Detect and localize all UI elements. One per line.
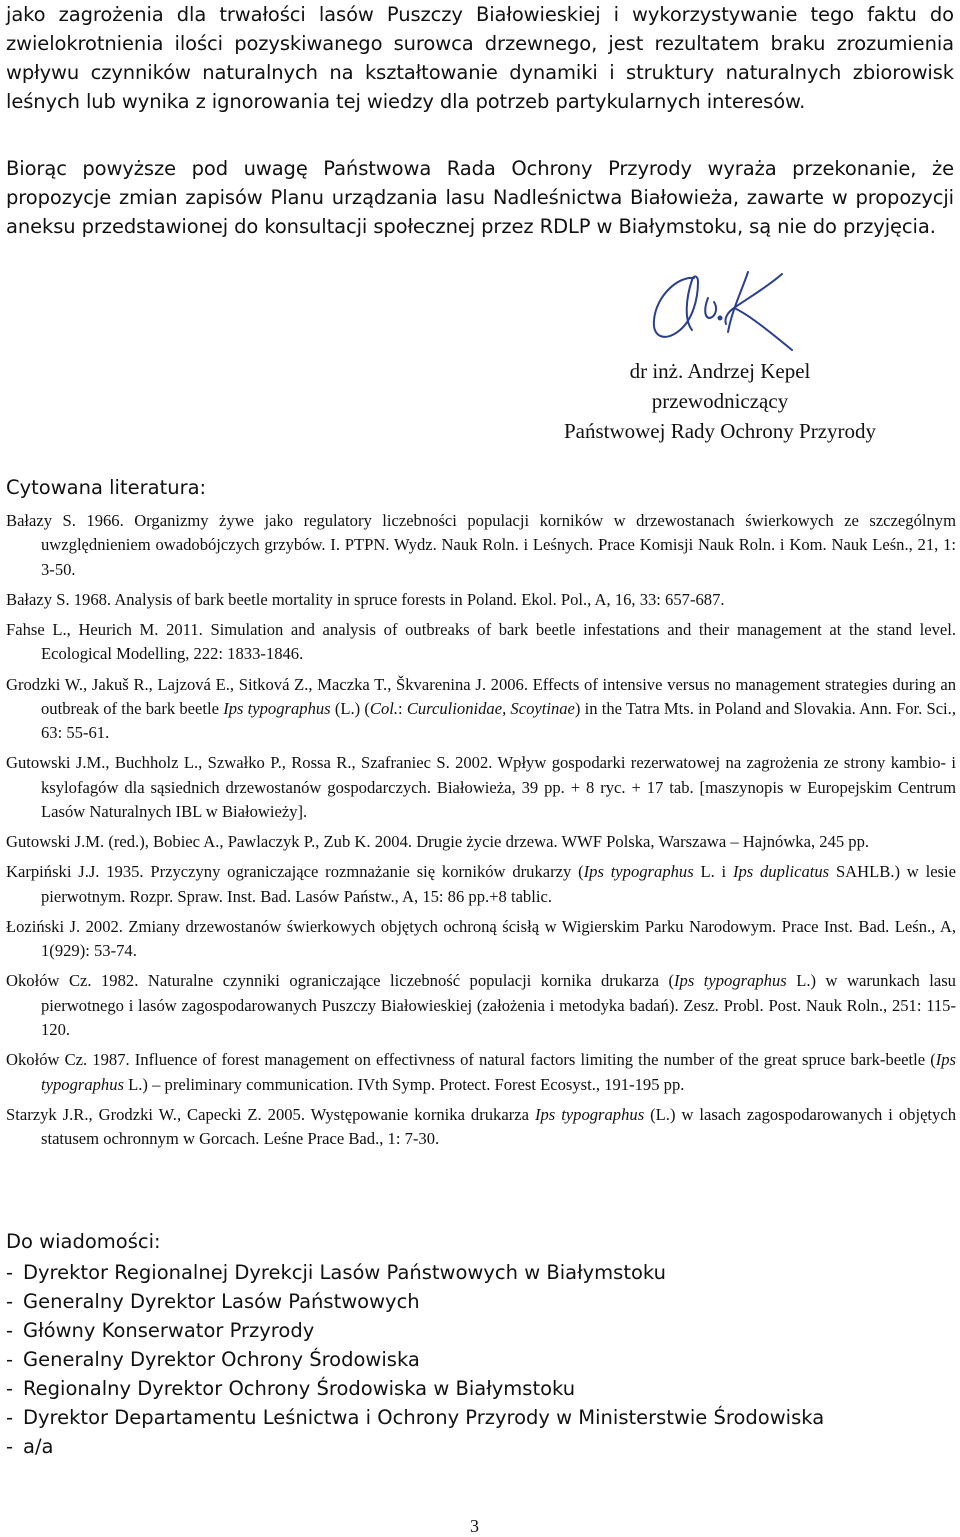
reference-text: Grodzki W., Jakuš R., Lajzová E., Sitková Z., Maczka T., Škvarenina J. 2006. Effects of intensive versus no management strategies during an outbreak of the bark beetle (6, 674, 956, 718)
reference-text: SAHLB.) w lesie pierwotnym. Rozpr. Spraw. Inst. Bad. Lasów Państw., A, 15: 86 pp.+8 tablic. (41, 862, 956, 906)
reference-item (6, 509, 956, 582)
reference-item (6, 830, 956, 854)
reference-text: Łoziński J. 2002. Zmiany drzewostanów świerkowych objętych ochroną ścisłą w Wigierskim Parku Narodowym. Prace Inst. Bad. Leśn., A, 1(929): 53-74. (6, 916, 956, 961)
distribution-item (6, 1374, 824, 1403)
distribution-item-text: a/a (23, 1435, 54, 1458)
reference-text: Okołów Cz. 1982. Naturalne czynniki ograniczające liczebność populacji kornika drukarza ( (6, 971, 674, 991)
body-paragraph: jako zagrożenia dla trwałości lasów Puszczy Białowieskiej i wykorzystywanie tego faktu do zwielokrotnienia ilości pozyskiwanego surowca drzewnego, jest rezultatem braku zrozumienia wpływu czynników naturalnych na kształtowanie dynamiki i struktury naturalnych zbiorowisk leśnych lub wynika z ignorowania tej wiedzy dla potrzeb partykularnych interesów. (6, 3, 954, 113)
reference-item (6, 751, 956, 824)
reference-text: Karpiński J.J. 1935. Przyczyny ograniczające rozmnażanie się korników drukarzy ( (6, 862, 584, 882)
list-dash: - (6, 1435, 14, 1458)
reference-text: (L.) ( (330, 698, 370, 718)
reference-text: L.) – preliminary communication. IVth Symp. Protect. Forest Ecosyst., 191-195 pp. (123, 1074, 685, 1094)
reference-item (6, 915, 956, 964)
signatory-name: dr inż. Andrzej Kepel (629, 359, 811, 383)
distribution-item-text: Główny Konserwator Przyrody (23, 1319, 315, 1342)
handwritten-signature (648, 268, 798, 358)
reference-text: L.) w warunkach lasu pierwotnego i lasów zagospodarowanych Puszczy Białowieskiej (założenia i metodyka badań). Zesz. Probl. Post. Nauk Roln., 251: 115-120. (41, 971, 956, 1040)
list-dash: - (6, 1290, 14, 1313)
reference-text: Fahse L., Heurich M. 2011. Simulation and analysis of outbreaks of bark beetle infestations and their management at the stand level. Ecological Modelling, 222: 1833-1846. (6, 620, 956, 664)
distribution-item (6, 1287, 824, 1316)
reference-text: : (398, 698, 407, 718)
reference-text: Starzyk J.R., Grodzki W., Capecki Z. 2005. Występowanie kornika drukarza (6, 1104, 535, 1124)
reference-italic-text: Ips typographus (223, 698, 331, 718)
reference-text: ) in the Tatra Mts. in Poland and Slovakia. Ann. For. Sci., 63: 55-61. (41, 698, 956, 743)
reference-item (6, 969, 956, 1042)
reference-text: Okołów Cz. 1987. Influence of forest management on effectivness of natural factors limiting the number of the great spruce bark-beetle ( (6, 1050, 936, 1070)
reference-item (6, 673, 956, 746)
page-number: 3 (470, 1516, 479, 1536)
distribution-item (6, 1403, 824, 1432)
reference-text: Gutowski J.M. (red.), Bobiec A., Pawlaczyk P., Zub K. 2004. Drugie życie drzewa. WWF Polska, Warszawa – Hajnówka, 245 pp. (6, 832, 870, 852)
list-dash: - (6, 1377, 14, 1400)
reference-text: (L.) w lasach zagospodarowanych i objętych statusem ochronnym w Gorcach. Leśne Prace Bad., 1: 7-30. (41, 1104, 957, 1149)
distribution-item-text: Dyrektor Departamentu Leśnictwa i Ochrony Przyrody w Ministerstwie Środowiska (23, 1406, 825, 1429)
reference-italic-text: Col. (369, 698, 398, 718)
distribution-item-text: Generalny Dyrektor Lasów Państwowych (23, 1290, 420, 1313)
reference-italic-text: Ips duplicatus (732, 862, 830, 882)
reference-item (6, 1048, 956, 1097)
distribution-heading: Do wiadomości: (6, 1230, 161, 1253)
distribution-item (6, 1258, 824, 1287)
signatory-role: przewodniczący (651, 389, 789, 413)
reference-text: L. i (693, 862, 733, 882)
literature-heading: Cytowana literatura: (6, 476, 207, 499)
signature-block (520, 356, 920, 446)
reference-item (6, 860, 956, 909)
reference-text: Gutowski J.M., Buchholz L., Szwałko P., Rossa R., Szafraniec S. 2002. Wpływ gospodarki rezerwatowej na zagrożenia ze strony kambio- i ksylofagów dla sąsiednich drzewostanów gospodarczych. Białowieża, 39 pp. + 8 ryc. + 17 tab. [maszynopis w Europejskim Centrum Lasów Naturalnych IBL w Białowieży]. (6, 753, 956, 822)
distribution-item (6, 1345, 824, 1374)
distribution-item-text: Regionalny Dyrektor Ochrony Środowiska w Białymstoku (23, 1377, 576, 1400)
list-dash: - (6, 1406, 14, 1429)
reference-italic-text: Ips typographus (41, 1050, 956, 1094)
list-dash: - (6, 1261, 14, 1284)
distribution-item-text: Dyrektor Regionalnej Dyrekcji Lasów Państwowych w Białymstoku (23, 1261, 666, 1284)
list-dash: - (6, 1319, 14, 1342)
body-paragraph: Biorąc powyższe pod uwagę Państwowa Rada Ochrony Przyrody wyraża przekonanie, że propozycje zmian zapisów Planu urządzania lasu Nadleśnictwa Białowieża, zawarte w propozycji aneksu przedstawionej do konsultacji społecznej przez RDLP w Białymstoku, są nie do przyjęcia. (6, 157, 954, 238)
reference-item (6, 588, 956, 612)
reference-italic-text: Ips typographus (583, 862, 694, 882)
reference-item (6, 618, 956, 667)
distribution-item (6, 1316, 824, 1345)
distribution-list (6, 1258, 824, 1461)
reference-italic-text: Ips typographus (534, 1104, 645, 1124)
distribution-item-text: Generalny Dyrektor Ochrony Środowiska (23, 1348, 420, 1371)
reference-list (6, 509, 956, 1157)
reference-italic-text: Curculionidae, Scoytinae (406, 698, 575, 718)
list-dash: - (6, 1348, 14, 1371)
reference-text: Bałazy S. 1968. Analysis of bark beetle mortality in spruce forests in Poland. Ekol. Pol., A, 16, 33: 657-687. (6, 589, 725, 609)
signatory-organization: Państwowej Rady Ochrony Przyrody (563, 419, 877, 443)
reference-italic-text: Ips typographus (674, 971, 787, 991)
reference-text: Bałazy S. 1966. Organizmy żywe jako regulatory liczebności populacji korników w drzewostanach świerkowych ze szczególnym uwzględnieniem owadobójczych grzybów. I. PTPN. Wydz. Nauk Roln. i Leśnych. Prace Komisji Nauk Roln. i Kom. Nauk Leśn., 21, 1: 3-50. (6, 511, 956, 579)
distribution-item (6, 1432, 824, 1461)
reference-item (6, 1103, 956, 1152)
